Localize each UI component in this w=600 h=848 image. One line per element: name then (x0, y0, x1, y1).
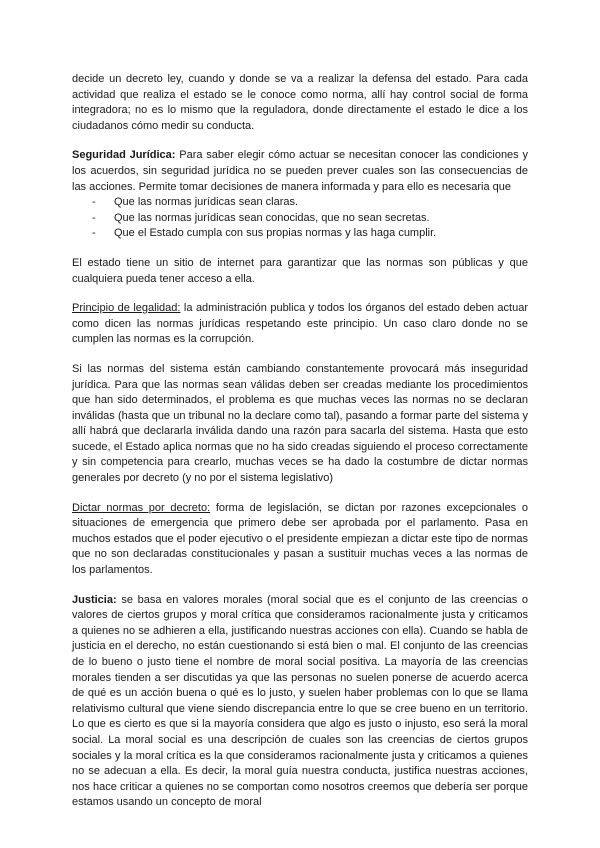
heading-seguridad-juridica: Seguridad Jurídica: (72, 149, 176, 162)
dash-bullet: - (92, 196, 96, 209)
body-principio-legalidad: la administración publica y todos los órganos del estado deben actuar como dicen las normas jurídicas respetando este principio. Un caso claro donde no se cumplen las normas es la corrupción. (72, 302, 528, 346)
heading-dictar-normas: Dictar normas por decreto: (72, 501, 211, 514)
spacer (72, 579, 528, 593)
dash-bullet: - (92, 227, 96, 240)
paragraph-inseguridad-juridica: Si las normas del sistema están cambiando constantemente provocará más inseguridad jurídica. Para que las normas sean válidas deben ser creadas mediante los procedimientos que han sido determinados, el problema es que muchas veces las normas no se declaran inválidas (hasta que un tribunal no la declare como tal), pasando a formar parte del sistema y allí habrá que declararla inválida dando una razón para sacarla del sistema. Hasta que esto sucede, el Estado aplica normas que no ha sido creadas siguiendo el proceso correctamente y sin competencia para crearlo, muchas veces se ha dado la costumbre de dictar normas generales por decreto (y no por el sistema legislativo) (72, 362, 528, 485)
body-justicia: se basa en valores morales (moral social que es el conjunto de las creencias o valores de ciertos grupos y moral crítica que consideramos racionalmente justa y criticamos a quienes no se adhieren a ella, justificando nuestras acciones con ella). Cuando se habla de justicia en el derecho, no están cuestionando si está bien o mal. El conjunto de las creencias de lo bueno o justo tiene el nombre de moral social positiva. La mayoría de las creencias morales tienden a ser discutidas ya que las personas no suelen ponerse de acuerdo acerca de qué es un acción buena o qué es lo justo, y suelen haber problemas con lo que se llama relativismo cultural que viene siendo discrepancia entre lo que se cree bueno en un territorio. Lo que es cierto es que si la mayoría considera que algo es justo o injusto, eso será la moral social. La moral social es una descripción de cuales son las creencias de ciertos grupos sociales y la moral crítica es la que consideramos racionalmente justa y criticamos a quienes no se adecuan a ella. Es decir, la moral guía nuestra conducta, justifica nuestras acciones, nos hace criticar a quienes no se comportan como nosotros creemos que debería ser porque estamos usando un concepto de moral (72, 593, 528, 809)
paragraph-principio-legalidad (72, 301, 528, 348)
heading-principio-legalidad: Principio de legalidad: (72, 302, 181, 315)
heading-justicia: Justicia: (72, 593, 117, 606)
list-item (92, 195, 528, 211)
paragraph-seguridad-juridica (72, 148, 528, 195)
list-item (92, 226, 528, 242)
paragraph-decreto-ley: decide un decreto ley, cuando y donde se va a realizar la defensa del estado. Para cada actividad que realiza el estado se le conoce como norma, allí hay control social de forma integradora; no es lo mismo que la reguladora, donde directamente el estado le dice a los ciudadanos cómo medir su conducta. (72, 73, 528, 132)
paragraph-sitio-internet: El estado tiene un sitio de internet para garantizar que las normas son públicas y que cualquiera pueda tener acceso a ella. (72, 256, 528, 285)
spacer (72, 487, 528, 501)
body-seguridad-juridica: Para saber elegir cómo actuar se necesitan conocer las condiciones y los acuerdos, sin seguridad jurídica no se pueden prever cuales son las consecuencias de las acciones. Permite tomar decisiones de manera informada y para ello es necesaria que (72, 149, 528, 193)
spacer (72, 287, 528, 301)
list-item-text: Que las normas jurídicas sean claras. (114, 196, 299, 209)
dash-bullet: - (92, 211, 96, 224)
requirements-list (72, 195, 528, 242)
spacer (72, 134, 528, 148)
list-item-text: Que las normas jurídicas sean conocidas, que no sean secretas. (114, 211, 430, 224)
spacer (72, 348, 528, 362)
list-item (92, 211, 528, 227)
body-dictar-normas: forma de legislación, se dictan por razones excepcionales o situaciones de emergencia que primero debe ser aprobada por el parlamento. Pasa en muchos estados que el poder ejecutivo o el presidente empiezan a dictar este tipo de normas que no son declaradas constitucionales y pasan a sustituir muchas veces a las normas de los parlamentos. (72, 501, 528, 577)
spacer (72, 242, 528, 256)
paragraph-justicia (72, 593, 528, 811)
list-item-text: Que el Estado cumpla con sus propias normas y las haga cumplir. (114, 227, 437, 240)
paragraph-dictar-normas (72, 501, 528, 579)
